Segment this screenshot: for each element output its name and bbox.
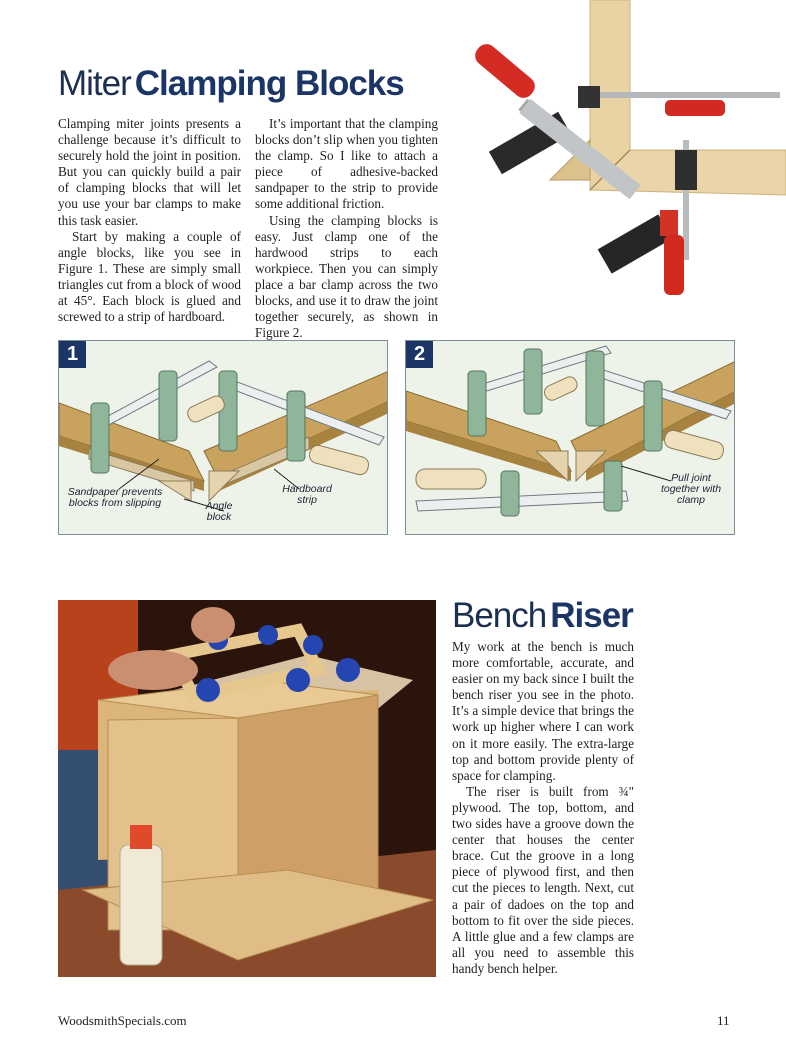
- figure-1: [58, 340, 388, 535]
- page-number: 11: [717, 1013, 730, 1028]
- title-bold-text: Clamping Blocks: [134, 64, 404, 103]
- label-pull-joint: Pull joint together with clamp: [660, 472, 722, 506]
- label-sandpaper: Sandpaper prevents blocks from slipping: [67, 486, 163, 509]
- figure-number-badge: 1: [59, 341, 86, 368]
- bench-riser-photo: [58, 600, 436, 977]
- figure-number-badge: 2: [406, 341, 433, 368]
- section-title-bench-riser: [452, 598, 633, 633]
- miter-clamp-photo: [450, 0, 786, 300]
- paragraph: My work at the bench is much more comfortable, accurate, and easier on my back since I built the bench riser you see in the photo. It’s a simple device that brings the work up higher where I can work on it more easily. The extra-large top and bottom provide plenty of space for clamping.: [452, 639, 634, 783]
- paragraph: It’s important that the clamping blocks don’t slip when you tighten the clamp. So I like to attach a piece of adhesive-backed sandpaper to the strip to provide some additional friction.: [255, 116, 438, 212]
- paragraph: Using the clamping blocks is easy. Just clamp one of the hardwood strips to each workpiece. Then you can simply place a bar clamp across the two blocks, and use it to draw the joint together securely, as shown in Figure 2.: [255, 212, 438, 341]
- bench-riser-column: [452, 639, 634, 977]
- paragraph: Start by making a couple of angle blocks, like you see in Figure 1. These are simply small triangles cut from a block of wood at 45°. Each block is glued and screwed to a strip of hardboard.: [58, 228, 241, 325]
- title-light-text: Miter: [58, 64, 131, 103]
- paragraph: Clamping miter joints presents a challenge because it’s difficult to securely hold the joint in position. But you can quickly build a pair of clamping blocks that will let you use your bar clamps to make this task easier.: [58, 116, 241, 228]
- miter-clamp-illustration: [450, 0, 786, 300]
- paragraph: The riser is built from ¾" plywood. The top, bottom, and two sides have a groove down the center that houses the center brace. Cut the groove in a long piece of plywood first, and then cut the pieces to length. Next, cut a pair of dadoes on the top and bottom to fit over the side pieces. A little glue and a few clamps are all you need to assemble this handy bench helper.: [452, 783, 634, 976]
- title-bold-text: Riser: [550, 596, 633, 635]
- figure-2: [405, 340, 735, 535]
- article-column-2: [255, 116, 438, 341]
- label-hardboard-strip: Hardboard strip: [282, 483, 332, 506]
- footer-site: WoodsmithSpecials.com: [58, 1013, 187, 1028]
- title-light-text: Bench: [452, 596, 547, 635]
- article-column-1: [58, 116, 241, 325]
- section-title-miter-clamping-blocks: [58, 66, 404, 101]
- bench-riser-illustration: [58, 600, 436, 977]
- label-angle-block: Angle block: [205, 500, 233, 523]
